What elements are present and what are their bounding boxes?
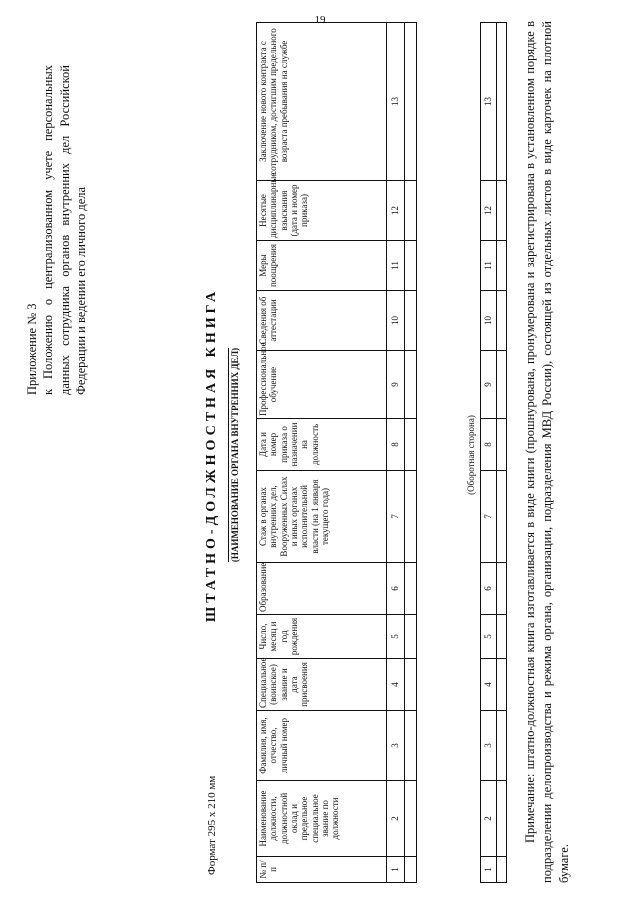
column-number: 2 — [481, 781, 497, 857]
column-header: Фамилия, имя, отчество, личный номер — [257, 711, 387, 781]
column-number: 13 — [387, 23, 405, 181]
table-row-numbers — [387, 23, 405, 883]
column-number: 6 — [481, 563, 497, 615]
column-number: 2 — [387, 781, 405, 857]
column-header: Заключение нового контракта с сотрудником, достигшим предельного возраста пребывания на службе — [257, 23, 387, 181]
staff-table-back — [480, 22, 507, 883]
column-number: 12 — [481, 181, 497, 241]
column-number: 10 — [387, 291, 405, 351]
column-number: 8 — [387, 419, 405, 471]
column-number: 1 — [481, 857, 497, 883]
table-header-row — [257, 23, 387, 883]
appendix-title: Приложение № 3 — [25, 303, 39, 395]
column-number: 7 — [387, 471, 405, 563]
back-row-numbers — [481, 23, 497, 883]
column-number: 4 — [481, 659, 497, 711]
column-header: Профессиональное обучение — [257, 351, 387, 419]
column-header: Число, месяц и год рождения — [257, 615, 387, 659]
column-number: 10 — [481, 291, 497, 351]
column-number: 3 — [481, 711, 497, 781]
column-number: 8 — [481, 419, 497, 471]
appendix-body: к Положению о централизованном учете персональных данных сотрудника органов внутренних дел Российской Федерации и ведении его личного дела — [41, 65, 88, 395]
column-number: 4 — [387, 659, 405, 711]
column-number: 12 — [387, 181, 405, 241]
staff-table-front — [256, 22, 417, 883]
column-number: 7 — [481, 471, 497, 563]
column-header: Наименование должности, должностной оклад и предельное специальное звание по должности — [257, 781, 387, 857]
column-number: 3 — [387, 711, 405, 781]
column-header: № п/п — [257, 857, 387, 883]
column-header: Образование — [257, 563, 387, 615]
appendix-block — [24, 65, 89, 395]
column-header: Стаж в органах внутренних дел, Вооруженных Силах и иных органах исполнительной власти (на 1 января текущего года) — [257, 471, 387, 563]
back-row-empty — [497, 23, 507, 883]
column-header: Сведения об аттестации — [257, 291, 387, 351]
table-row-empty — [405, 23, 417, 883]
column-number: 13 — [481, 23, 497, 181]
column-header: Меры поощрения — [257, 241, 387, 291]
column-header: Несятые дисциплинарные взыскания (дата и номер приказа) — [257, 181, 387, 241]
document-title: ШТАТНО-ДОЛЖНОСТНАЯ КНИГА — [204, 287, 219, 623]
column-number: 5 — [387, 615, 405, 659]
back-side-label: (Оборотная сторона) — [466, 415, 476, 495]
column-number: 1 — [387, 857, 405, 883]
page-number: 19 — [314, 14, 326, 26]
column-number: 5 — [481, 615, 497, 659]
column-number: 6 — [387, 563, 405, 615]
document-subtitle: (НАИМЕНОВАНИЕ ОРГАНА ВНУТРЕННИХ ДЕЛ) — [230, 347, 240, 563]
column-number: 11 — [387, 241, 405, 291]
rotated-page — [10, 15, 630, 895]
column-number: 9 — [481, 351, 497, 419]
format-label: Формат 295 х 210 мм — [206, 775, 218, 875]
note-paragraph — [522, 21, 573, 883]
column-header: Дата и номер приказа о назначении на должность — [257, 419, 387, 471]
column-header: Специальное (воинское) звание и дата присвоения — [257, 659, 387, 711]
column-number: 11 — [481, 241, 497, 291]
column-number: 9 — [387, 351, 405, 419]
note-text: Примечание: штатно-должностная книга изготавливается в виде книги (прошнурована, пронумерована и зарегистрирована в установленном порядке в подразделении делопроизводства и режима органа, организации, подразделения МВД России), состоящей из отдельных листов в виде карточек на плотной бумаге. — [523, 21, 571, 883]
